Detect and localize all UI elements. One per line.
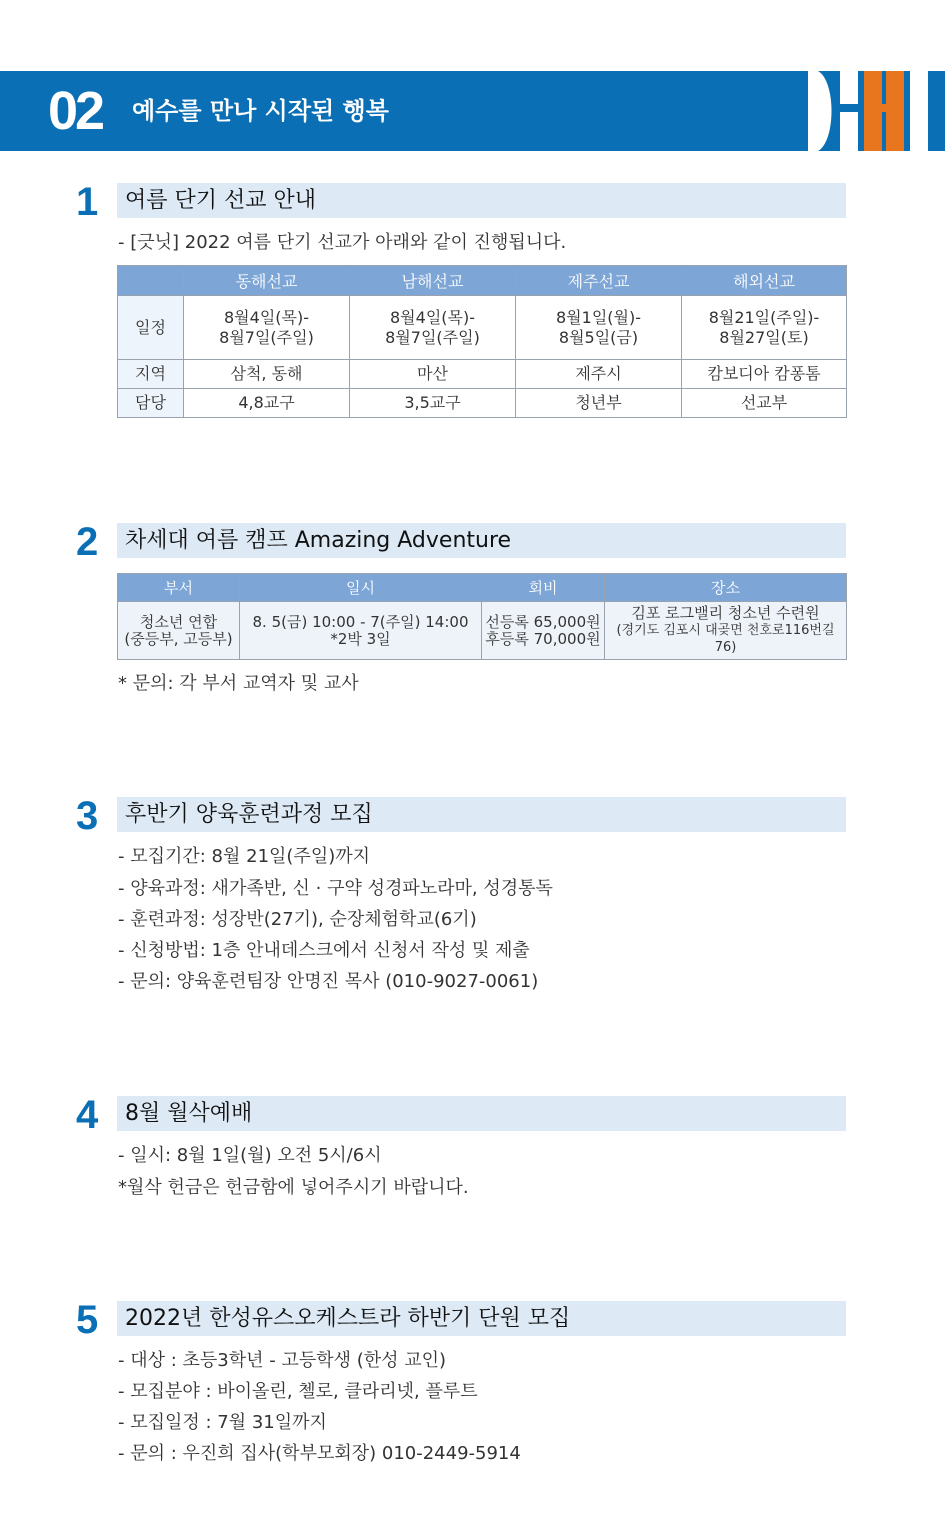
table-cell: 마산 <box>350 360 516 389</box>
table-cell: 8월4일(목)- 8월7일(주일) <box>350 296 516 360</box>
row-label: 일정 <box>118 296 184 360</box>
list-item: - 모집기간: 8월 21일(주일)까지 <box>118 846 371 867</box>
mission-schedule-table <box>117 265 847 418</box>
table-header: 일시 <box>240 574 482 602</box>
section-header-3 <box>117 797 846 832</box>
table-cell: 청소년 연합 (중등부, 고등부) <box>118 602 240 660</box>
table-cell: 선등록 65,000원 후등록 70,000원 <box>482 602 605 660</box>
table-header-row <box>118 266 847 296</box>
table-cell: 3,5교구 <box>350 389 516 418</box>
section-title-4: 8월 월삭예배 <box>125 1101 253 1126</box>
table-header: 회비 <box>482 574 605 602</box>
table-cell: 제주시 <box>516 360 682 389</box>
section1-intro: - [긋닛] 2022 여름 단기 선교가 아래와 같이 진행됩니다. <box>118 232 567 253</box>
table-row <box>118 360 847 389</box>
table-cell: 캄보디아 캄퐁톰 <box>682 360 847 389</box>
page-header-banner <box>0 71 945 151</box>
list-item: *월삭 헌금은 헌금함에 넣어주시기 바랍니다. <box>118 1177 469 1198</box>
table-row <box>118 389 847 418</box>
list-item: - 양육과정: 새가족반, 신 · 구약 성경파노라마, 성경통독 <box>118 878 553 899</box>
table-cell: 8월4일(목)- 8월7일(주일) <box>184 296 350 360</box>
table-cell: 김포 로그밸리 청소년 수련원 (경기도 김포시 대곶면 천호로116번길 76) <box>605 602 847 660</box>
row-label: 담당 <box>118 389 184 418</box>
section-number-4: 4 <box>76 1093 99 1137</box>
list-item: - 문의: 양육훈련팀장 안명진 목사 (010-9027-0061) <box>118 971 539 992</box>
section-title-3: 후반기 양육훈련과정 모집 <box>125 802 373 827</box>
list-item: - 모집일정 : 7월 31일까지 <box>118 1412 327 1433</box>
table-header: 해외선교 <box>682 266 847 296</box>
church-logo-icon <box>806 71 945 151</box>
table-header: 부서 <box>118 574 240 602</box>
table-row <box>118 296 847 360</box>
table-cell: 8월1일(월)- 8월5일(금) <box>516 296 682 360</box>
table-cell: 선교부 <box>682 389 847 418</box>
table-header: 장소 <box>605 574 847 602</box>
table-row <box>118 602 847 660</box>
list-item: - 대상 : 초등3학년 - 고등학생 (한성 교인) <box>118 1350 447 1371</box>
chapter-number: 02 <box>48 81 103 141</box>
section-title-5: 2022년 한성유스오케스트라 하반기 단원 모집 <box>125 1306 571 1331</box>
table-header: 남해선교 <box>350 266 516 296</box>
table-cell: 8. 5(금) 10:00 - 7(주일) 14:00 *2박 3일 <box>240 602 482 660</box>
table-header: 제주선교 <box>516 266 682 296</box>
camp-table <box>117 573 847 660</box>
section-header-2 <box>117 523 846 558</box>
section-number-5: 5 <box>76 1298 99 1342</box>
section-header-4 <box>117 1096 846 1131</box>
row-label: 지역 <box>118 360 184 389</box>
list-item: - 모집분야 : 바이올린, 첼로, 클라리넷, 플루트 <box>118 1381 478 1402</box>
section-number-1: 1 <box>76 180 99 224</box>
section-title-1: 여름 단기 선교 안내 <box>125 188 316 213</box>
section-number-3: 3 <box>76 794 99 838</box>
section-header-5 <box>117 1301 846 1336</box>
list-item: - 훈련과정: 성장반(27기), 순장체험학교(6기) <box>118 909 477 930</box>
section-title-2: 차세대 여름 캠프 Amazing Adventure <box>125 528 512 553</box>
table-cell: 4,8교구 <box>184 389 350 418</box>
section-header-1 <box>117 183 846 218</box>
section-number-2: 2 <box>76 520 99 564</box>
table-cell: 8월21일(주일)- 8월27일(토) <box>682 296 847 360</box>
list-item: - 문의 : 우진희 집사(학부모회장) 010-2449-5914 <box>118 1443 521 1464</box>
list-item: - 신청방법: 1층 안내데스크에서 신청서 작성 및 제출 <box>118 940 530 961</box>
section2-note: * 문의: 각 부서 교역자 및 교사 <box>118 673 359 694</box>
table-header-empty <box>118 266 184 296</box>
table-cell: 청년부 <box>516 389 682 418</box>
table-cell: 삼척, 동해 <box>184 360 350 389</box>
table-header-row <box>118 574 847 602</box>
list-item: - 일시: 8월 1일(월) 오전 5시/6시 <box>118 1145 382 1166</box>
table-header: 동해선교 <box>184 266 350 296</box>
chapter-title: 예수를 만나 시작된 행복 <box>132 97 389 125</box>
